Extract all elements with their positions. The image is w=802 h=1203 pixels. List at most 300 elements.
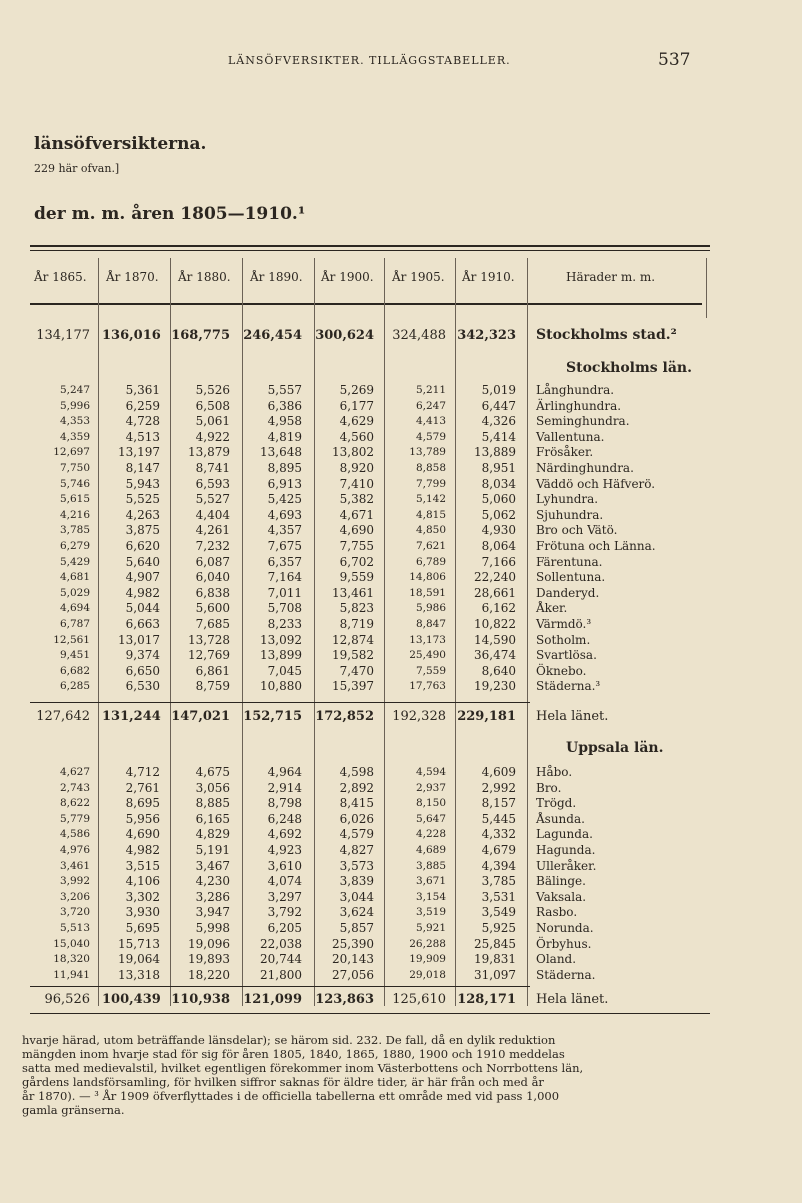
cell: 5,525 <box>125 492 160 507</box>
running-header <box>0 50 802 72</box>
cell: 4,627 <box>59 766 90 778</box>
col-header-1900: År 1900. <box>321 270 374 284</box>
row-label: Bro och Vätö. <box>536 523 618 538</box>
cell: 6,663 <box>125 617 160 631</box>
cell: 4,692 <box>267 827 302 842</box>
cell: 147,021 <box>171 709 230 724</box>
row-label: Håbo. <box>536 765 573 779</box>
col-header-1880: År 1880. <box>178 270 231 284</box>
cell: 3,515 <box>125 858 160 873</box>
cell: 3,875 <box>125 523 160 538</box>
cell: 8,798 <box>267 796 302 811</box>
cell: 8,147 <box>125 461 160 475</box>
cell: 123,863 <box>315 992 374 1007</box>
cell: 6,787 <box>59 618 90 630</box>
cell: 131,244 <box>102 709 161 724</box>
cell: 18,320 <box>53 953 90 966</box>
cell: 3,930 <box>125 905 160 920</box>
cell: 28,661 <box>474 585 516 600</box>
cell: 128,171 <box>457 992 516 1007</box>
cell: 3,297 <box>267 889 302 904</box>
cell: 3,947 <box>195 905 230 920</box>
cell: 13,728 <box>188 632 230 647</box>
cell: 19,582 <box>332 648 374 663</box>
cell: 5,445 <box>481 811 516 826</box>
cell: 3,531 <box>481 889 516 904</box>
cell: 6,087 <box>195 554 230 569</box>
cell: 15,397 <box>332 679 374 694</box>
row-label: Lyhundra. <box>536 492 599 507</box>
col-header-1890: År 1890. <box>250 270 303 284</box>
cell: 4,353 <box>59 415 90 428</box>
footnote <box>22 1033 702 1117</box>
cell: 8,895 <box>267 461 302 475</box>
cell: 5,986 <box>415 602 446 615</box>
cell: 5,526 <box>195 383 230 397</box>
cell: 18,220 <box>188 967 230 982</box>
cell: 8,415 <box>339 796 374 811</box>
uppsala-sum-rule <box>30 986 530 987</box>
cell: 4,404 <box>195 507 230 522</box>
cell: 5,382 <box>339 492 374 507</box>
cell: 13,802 <box>332 445 374 460</box>
cell: 5,142 <box>415 493 446 506</box>
cell: 8,695 <box>125 796 160 811</box>
table-row <box>30 601 710 616</box>
cell: 12,697 <box>53 446 90 459</box>
cell: 13,648 <box>260 445 302 460</box>
cell: 25,490 <box>409 649 446 662</box>
row-label: Värmdö.³ <box>536 617 592 631</box>
cell: 121,099 <box>243 992 302 1007</box>
cell: 5,996 <box>59 399 90 412</box>
table-row <box>30 796 710 811</box>
cell: 3,624 <box>339 905 374 920</box>
row-label: Långhundra. <box>536 383 615 397</box>
row-label: Bro. <box>536 780 562 795</box>
cell: 4,629 <box>339 414 374 429</box>
table-row <box>30 937 710 952</box>
row-label: Åker. <box>536 601 568 616</box>
cell: 4,982 <box>125 843 160 857</box>
section-label-stockholms-lan: Stockholms län. <box>566 360 692 376</box>
cell: 4,359 <box>59 430 90 443</box>
cell: 19,064 <box>118 952 160 967</box>
cell: 4,827 <box>339 843 374 857</box>
cell: 324,488 <box>392 328 446 343</box>
footnote-line: mängden inom hvarje stad för sig för åren 1805, 1840, 1865, 1880, 1900 och 1910 meddelas <box>22 1047 565 1061</box>
row-label: Sjuhundra. <box>536 507 604 522</box>
table-row <box>30 905 710 920</box>
cell: 4,106 <box>125 874 160 889</box>
row-label: Sotholm. <box>536 632 591 647</box>
table-row <box>30 827 710 842</box>
cell: 19,096 <box>188 936 230 951</box>
cell: 4,579 <box>339 827 374 842</box>
cell: 100,439 <box>102 992 161 1007</box>
row-label: Svartlösa. <box>536 648 597 663</box>
cell: 6,247 <box>415 399 446 412</box>
section-heading-note: 229 här ofvan.] <box>34 162 120 175</box>
cell: 4,586 <box>59 828 90 841</box>
table-row <box>30 781 710 796</box>
cell: 6,508 <box>195 398 230 413</box>
cell: 5,429 <box>59 555 90 568</box>
cell: 5,746 <box>59 477 90 490</box>
table-row <box>30 383 710 398</box>
table-row <box>30 843 710 858</box>
cell: 13,889 <box>474 445 516 460</box>
cell: 4,230 <box>195 874 230 889</box>
cell: 12,769 <box>188 648 230 663</box>
cell: 4,598 <box>339 765 374 779</box>
table-top-rule-thin <box>30 250 710 251</box>
cell: 6,177 <box>339 398 374 413</box>
col-header-1870: År 1870. <box>106 270 159 284</box>
cell: 13,197 <box>118 445 160 460</box>
cell: 6,259 <box>125 398 160 413</box>
footnote-line: gårdens landsförsamling, för hvilken siffror saknas för äldre tider, är här från och med år <box>22 1075 544 1089</box>
cell: 5,925 <box>481 921 516 935</box>
cell: 2,937 <box>415 781 446 794</box>
cell: 6,702 <box>339 554 374 569</box>
cell: 3,467 <box>195 858 230 873</box>
row-label: Frösåker. <box>536 445 594 460</box>
cell: 15,713 <box>118 936 160 951</box>
cell: 5,269 <box>339 383 374 397</box>
cell: 4,728 <box>125 414 160 429</box>
cell: 5,191 <box>195 843 230 857</box>
table-row <box>30 430 710 445</box>
cell: 2,892 <box>339 780 374 795</box>
cell: 3,044 <box>339 889 374 904</box>
cell: 14,806 <box>409 571 446 584</box>
cell: 7,045 <box>267 663 302 678</box>
cell: 6,205 <box>267 921 302 935</box>
cell: 4,958 <box>267 414 302 429</box>
cell: 5,019 <box>481 383 516 397</box>
cell: 6,861 <box>195 663 230 678</box>
cell: 4,679 <box>481 843 516 857</box>
cell: 25,845 <box>474 936 516 951</box>
cell: 5,247 <box>59 384 90 396</box>
cell: 4,594 <box>415 766 446 778</box>
cell: 5,044 <box>125 601 160 616</box>
table-row <box>30 539 710 554</box>
cell: 5,640 <box>125 554 160 569</box>
cell: 4,263 <box>125 507 160 522</box>
cell: 4,829 <box>195 827 230 842</box>
cell: 25,390 <box>332 936 374 951</box>
row-label: Trögd. <box>536 796 577 811</box>
cell: 4,930 <box>481 523 516 538</box>
table-row <box>30 633 710 648</box>
cell: 14,590 <box>474 632 516 647</box>
cell: 6,026 <box>339 811 374 826</box>
table-row <box>30 492 710 507</box>
row-label: Färentuna. <box>536 554 603 569</box>
cell: 5,361 <box>125 383 160 397</box>
cell: 4,074 <box>267 874 302 889</box>
cell: 172,852 <box>315 709 374 724</box>
footnote-line: satta med medievalstil, hvilket egentligen förekommer inom Västerbottens och Norrbottens län, <box>22 1061 584 1075</box>
cell: 6,913 <box>267 476 302 491</box>
row-label: Hela länet. <box>536 709 609 724</box>
cell: 5,425 <box>267 492 302 507</box>
cell: 3,785 <box>481 874 516 889</box>
cell: 4,819 <box>267 429 302 444</box>
table-row <box>30 859 710 874</box>
cell: 8,920 <box>339 461 374 475</box>
cell: 5,708 <box>267 601 302 616</box>
cell: 229,181 <box>457 709 516 724</box>
cell: 6,650 <box>125 663 160 678</box>
page-number: 537 <box>658 50 691 70</box>
cell: 27,056 <box>332 967 374 982</box>
cell: 3,839 <box>339 874 374 889</box>
cell: 6,789 <box>415 555 446 568</box>
cell: 6,620 <box>125 539 160 553</box>
cell: 18,591 <box>409 586 446 599</box>
row-label: Norunda. <box>536 921 594 935</box>
cell: 8,741 <box>195 461 230 475</box>
cell: 7,675 <box>267 539 302 553</box>
cell: 7,166 <box>481 554 516 569</box>
table-row <box>30 617 710 632</box>
cell: 3,671 <box>415 875 446 888</box>
cell: 3,519 <box>415 906 446 919</box>
section-label-uppsala-lan: Uppsala län. <box>566 740 664 756</box>
cell: 5,823 <box>339 601 374 616</box>
cell: 5,029 <box>59 586 90 599</box>
table-row <box>30 952 710 967</box>
cell: 5,061 <box>195 414 230 429</box>
col-header-1905: År 1905. <box>392 270 445 284</box>
cell: 96,526 <box>44 992 90 1007</box>
cell: 9,559 <box>339 570 374 585</box>
table-row-uppsala-total <box>30 992 710 1007</box>
table-row <box>30 477 710 492</box>
cell: 3,885 <box>415 859 446 872</box>
cell: 8,951 <box>481 461 516 475</box>
cell: 29,018 <box>409 968 446 981</box>
cell: 125,610 <box>392 992 446 1007</box>
cell: 4,694 <box>59 602 90 615</box>
cell: 2,914 <box>267 780 302 795</box>
table-row <box>30 586 710 601</box>
cell: 8,150 <box>415 797 446 810</box>
cell: 3,610 <box>267 858 302 873</box>
row-label-stockholm-stad: Stockholms stad.² <box>536 327 677 343</box>
cell: 5,062 <box>481 507 516 522</box>
cell: 5,414 <box>481 429 516 444</box>
cell: 3,154 <box>415 890 446 903</box>
cell: 192,328 <box>392 709 446 724</box>
cell: 15,040 <box>53 937 90 950</box>
cell: 8,759 <box>195 679 230 694</box>
cell: 4,690 <box>339 523 374 538</box>
footnote-line: hvarje härad, utom beträffande länsdelar); se härom sid. 232. De fall, då en dylik reduktion <box>22 1033 556 1047</box>
cell: 152,715 <box>243 709 302 724</box>
cell: 4,326 <box>481 414 516 429</box>
cell: 8,858 <box>415 462 446 474</box>
row-label: Ulleråker. <box>536 858 597 873</box>
cell: 3,302 <box>125 889 160 904</box>
cell: 110,938 <box>171 992 230 1007</box>
cell: 3,720 <box>59 906 90 919</box>
cell: 8,157 <box>481 796 516 811</box>
cell: 3,461 <box>59 859 90 872</box>
cell: 13,318 <box>118 967 160 982</box>
cell: 127,642 <box>36 709 90 724</box>
cell: 22,240 <box>474 570 516 585</box>
cell: 7,232 <box>195 539 230 553</box>
section-heading: länsöfversikterna. <box>34 134 207 154</box>
cell: 2,761 <box>125 780 160 795</box>
table-row <box>30 414 710 429</box>
cell: 4,850 <box>415 524 446 537</box>
cell: 300,624 <box>315 328 374 343</box>
cell: 4,693 <box>267 507 302 522</box>
cell: 5,060 <box>481 492 516 507</box>
cell: 36,474 <box>474 648 516 663</box>
cell: 4,964 <box>267 765 302 779</box>
cell: 13,789 <box>409 446 446 459</box>
cell: 19,893 <box>188 952 230 967</box>
cell: 4,332 <box>481 827 516 842</box>
cell: 4,690 <box>125 827 160 842</box>
table-row <box>30 555 710 570</box>
cell: 342,323 <box>457 328 516 343</box>
cell: 12,561 <box>53 633 90 646</box>
cell: 9,451 <box>59 649 90 662</box>
cell: 5,956 <box>125 811 160 826</box>
running-title: LÄNSÖFVERSIKTER. TILLÄGGSTABELLER. <box>228 54 511 67</box>
row-label: Vallentuna. <box>536 429 605 444</box>
cell: 13,461 <box>332 585 374 600</box>
cell: 6,447 <box>481 398 516 413</box>
cell: 5,695 <box>125 921 160 935</box>
row-label: Städerna.³ <box>536 679 601 694</box>
row-label: Bälinge. <box>536 874 586 889</box>
cell: 7,410 <box>339 476 374 491</box>
cell: 11,941 <box>53 968 90 981</box>
row-label: Sollentuna. <box>536 570 606 585</box>
cell: 4,675 <box>195 765 230 779</box>
cell: 3,792 <box>267 905 302 920</box>
cell: 19,831 <box>474 952 516 967</box>
row-label: Väddö och Häfverö. <box>536 476 656 491</box>
cell: 3,206 <box>59 890 90 903</box>
cell: 4,216 <box>59 508 90 521</box>
cell: 5,600 <box>195 601 230 616</box>
cell: 6,682 <box>59 664 90 677</box>
cell: 4,671 <box>339 507 374 522</box>
table-row <box>30 648 710 663</box>
footnote-line: år 1870). — ³ År 1909 öfverflyttades i de officiella tabellerna ett område med vid pass 1,000 <box>22 1089 560 1103</box>
cell: 246,454 <box>243 328 302 343</box>
table-row <box>30 968 710 983</box>
cell: 5,211 <box>415 384 446 396</box>
cell: 8,064 <box>481 539 516 553</box>
cell: 5,998 <box>195 921 230 935</box>
row-label: Örbyhus. <box>536 936 592 951</box>
table-row <box>30 523 710 538</box>
row-label: Lagunda. <box>536 827 593 842</box>
cell: 4,413 <box>415 415 446 428</box>
cell: 20,744 <box>260 952 302 967</box>
cell: 20,143 <box>332 952 374 967</box>
cell: 5,615 <box>59 493 90 506</box>
cell: 31,097 <box>474 967 516 982</box>
cell: 6,838 <box>195 585 230 600</box>
cell: 6,285 <box>59 680 90 693</box>
cell: 6,162 <box>481 601 516 616</box>
cell: 8,622 <box>59 797 90 810</box>
header-bottom-rule <box>30 303 702 305</box>
table-row <box>30 508 710 523</box>
row-label: Ärlinghundra. <box>536 398 622 413</box>
table-top-rule <box>30 245 710 247</box>
cell: 4,228 <box>415 828 446 841</box>
cell: 7,750 <box>59 462 90 474</box>
cell: 3,992 <box>59 875 90 888</box>
cell: 5,527 <box>195 492 230 507</box>
cell: 7,011 <box>267 585 302 600</box>
col-header-1910: År 1910. <box>462 270 515 284</box>
cell: 4,681 <box>59 571 90 584</box>
cell: 3,573 <box>339 858 374 873</box>
cell: 7,685 <box>195 617 230 631</box>
cell: 4,261 <box>195 523 230 538</box>
cell: 8,847 <box>415 618 446 630</box>
table-row <box>30 399 710 414</box>
cell: 7,559 <box>415 664 446 677</box>
cell: 22,038 <box>260 936 302 951</box>
row-label: Hagunda. <box>536 843 596 857</box>
table-row <box>30 890 710 905</box>
cell: 3,549 <box>481 905 516 920</box>
table-row <box>30 570 710 585</box>
cell: 4,357 <box>267 523 302 538</box>
cell: 4,815 <box>415 508 446 521</box>
table-row <box>30 679 710 694</box>
table-row <box>30 664 710 679</box>
row-label: Städerna. <box>536 967 596 982</box>
cell: 6,040 <box>195 570 230 585</box>
cell: 6,165 <box>195 811 230 826</box>
table-row <box>30 874 710 889</box>
cell: 8,885 <box>195 796 230 811</box>
col-header-harader: Härader m. m. <box>566 270 656 284</box>
cell: 5,857 <box>339 921 374 935</box>
row-label: Vaksala. <box>536 889 587 904</box>
cell: 136,016 <box>102 328 161 343</box>
cell: 4,609 <box>481 765 516 779</box>
cell: 4,922 <box>195 429 230 444</box>
cell: 10,880 <box>260 679 302 694</box>
cell: 4,982 <box>125 585 160 600</box>
cell: 19,909 <box>409 953 446 966</box>
row-label: Öknebo. <box>536 663 587 678</box>
row-label: Frötuna och Länna. <box>536 539 656 553</box>
cell: 5,557 <box>267 383 302 397</box>
cell: 17,763 <box>409 680 446 693</box>
cell: 8,233 <box>267 617 302 631</box>
cell: 3,286 <box>195 889 230 904</box>
table-row <box>30 765 710 780</box>
cell: 19,230 <box>474 679 516 694</box>
